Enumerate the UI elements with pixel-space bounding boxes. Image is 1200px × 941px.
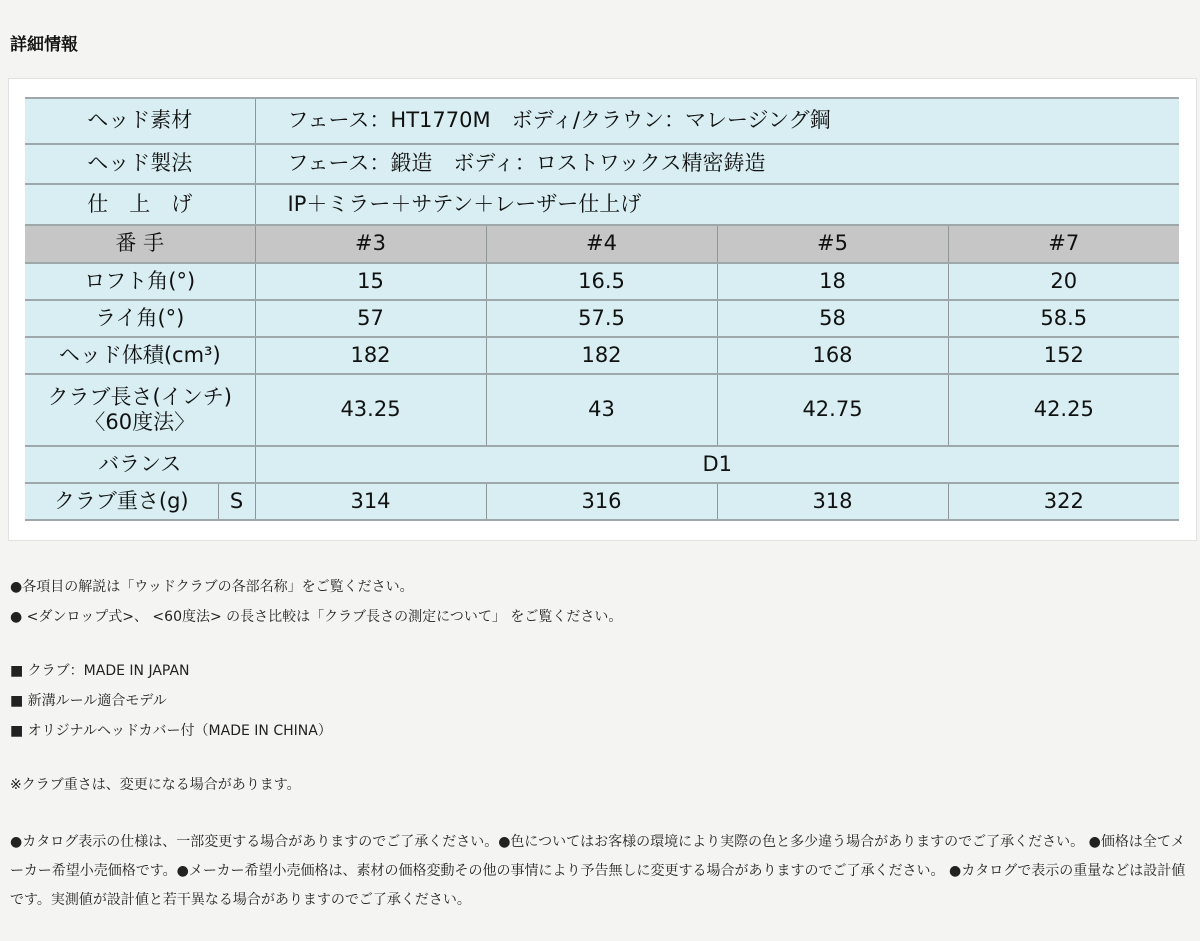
flex-value: S xyxy=(218,483,255,520)
loft-value: 16.5 xyxy=(486,263,717,300)
spec-table xyxy=(25,97,1179,521)
head-material-value: フェース：HT1770M ボディ/クラウン：マレージング鋼 xyxy=(255,98,1179,144)
balance-label: バランス xyxy=(25,446,255,483)
table-row xyxy=(25,144,1179,184)
lie-value: 58.5 xyxy=(948,300,1179,337)
length-label-line-1: クラブ長さ(インチ) xyxy=(47,384,232,409)
club-number-4: #4 xyxy=(486,225,717,263)
club-number-7: #7 xyxy=(948,225,1179,263)
volume-value: 182 xyxy=(255,337,486,374)
head-method-value: フェース：鍛造 ボディ：ロストワックス精密鋳造 xyxy=(255,144,1179,184)
lie-label: ライ角(°) xyxy=(25,300,255,337)
club-number-5: #5 xyxy=(717,225,948,263)
lie-value: 57.5 xyxy=(486,300,717,337)
lie-value: 58 xyxy=(717,300,948,337)
balance-value: D1 xyxy=(255,446,1179,483)
table-header-row xyxy=(25,225,1179,263)
spec-panel xyxy=(8,78,1197,541)
head-method-label: ヘッド製法 xyxy=(25,144,255,184)
head-material-label: ヘッド素材 xyxy=(25,98,255,144)
note-line: ■ 新溝ルール適合モデル xyxy=(10,693,167,709)
length-value: 42.25 xyxy=(948,374,1179,446)
table-row xyxy=(25,300,1179,337)
loft-value: 18 xyxy=(717,263,948,300)
weight-label: クラブ重さ(g) xyxy=(25,483,218,520)
note-line: ■ オリジナルヘッドカバー付（MADE IN CHINA） xyxy=(10,723,332,739)
table-row xyxy=(25,374,1179,446)
length-label xyxy=(25,374,255,446)
note-line: ● <ダンロップ式>、 <60度法> の長さ比較は「クラブ長さの測定について」 をご覧ください。 xyxy=(10,609,623,625)
club-number-3: #3 xyxy=(255,225,486,263)
section-title: 詳細情報 xyxy=(10,35,78,55)
disclaimer-paragraph: ●カタログ表示の仕様は、一部変更する場合がありますのでご了承ください。●色についてはお客様の環境により実際の色と多少違う場合がありますのでご了承ください。 ●価格は全てメーカー希望小売価格です。●メーカー希望小売価格は、素材の価格変動その他の事情により予告無しに変更する場合がありますのでご了承ください。 ●カタログで表示の重量などは設計値です。実測値が設計値と若干異なる場合がありますのでご了承ください。 xyxy=(10,834,1186,908)
length-value: 43 xyxy=(486,374,717,446)
table-row xyxy=(25,337,1179,374)
table-row xyxy=(25,446,1179,483)
table-row xyxy=(25,483,1179,520)
finish-value: IP＋ミラー＋サテン＋レーザー仕上げ xyxy=(255,184,1179,225)
volume-value: 152 xyxy=(948,337,1179,374)
finish-label: 仕 上 げ xyxy=(25,184,255,225)
note-line: ■ クラブ：MADE IN JAPAN xyxy=(10,663,190,679)
weight-value: 314 xyxy=(255,483,486,520)
weight-value: 318 xyxy=(717,483,948,520)
length-value: 43.25 xyxy=(255,374,486,446)
table-row xyxy=(25,98,1179,144)
lie-value: 57 xyxy=(255,300,486,337)
note-line: ※クラブ重さは、変更になる場合があります。 xyxy=(10,777,301,793)
number-label: 番 手 xyxy=(25,225,255,263)
loft-value: 15 xyxy=(255,263,486,300)
note-line: ●各項目の解説は「ウッドクラブの各部名称」をご覧ください。 xyxy=(10,579,414,595)
volume-value: 168 xyxy=(717,337,948,374)
length-value: 42.75 xyxy=(717,374,948,446)
table-row xyxy=(25,184,1179,225)
length-label-line-2: 〈60度法〉 xyxy=(84,410,196,434)
loft-label: ロフト角(°) xyxy=(25,263,255,300)
table-row xyxy=(25,263,1179,300)
loft-value: 20 xyxy=(948,263,1179,300)
volume-label: ヘッド体積(cm³) xyxy=(25,337,255,374)
weight-value: 322 xyxy=(948,483,1179,520)
weight-value: 316 xyxy=(486,483,717,520)
volume-value: 182 xyxy=(486,337,717,374)
